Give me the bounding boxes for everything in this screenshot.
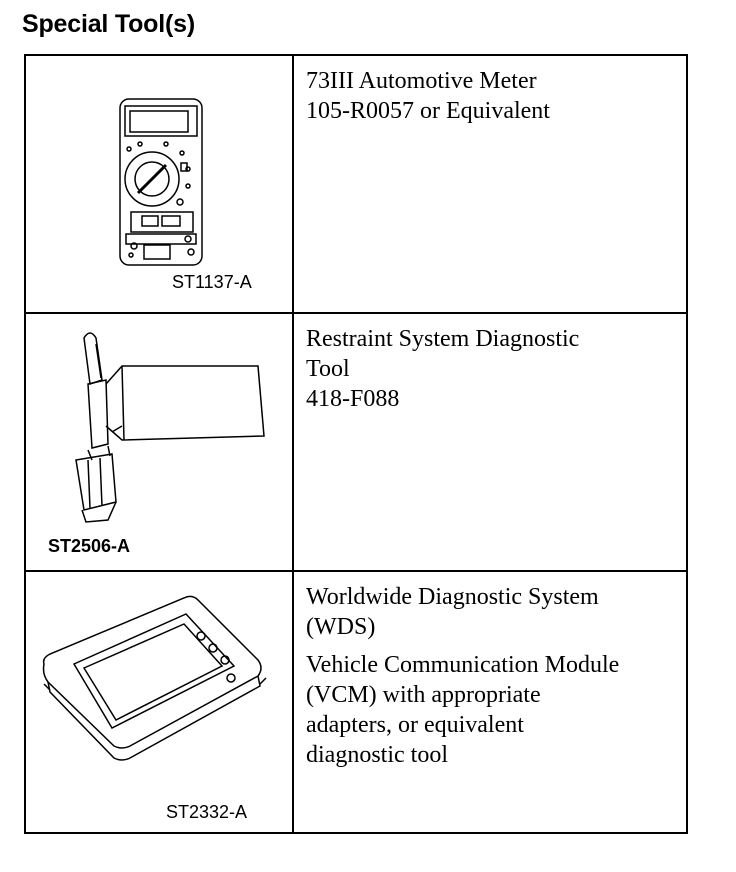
description-line: (WDS) [306,614,376,640]
tool-description-cell [293,571,687,833]
description-line: 105-R0057 or Equivalent [306,98,550,124]
tool-description [306,650,678,770]
tool-description [306,582,678,642]
description-line: (VCM) with appropriate [306,682,541,708]
tool-code: ST2506-A [48,536,131,556]
description-line: Worldwide Diagnostic System [306,584,599,610]
tool-illustration-cell [25,571,293,833]
restraint-diagnostic-tool-icon [26,314,292,570]
description-line: 73III Automotive Meter [306,68,537,94]
table-row [25,313,687,571]
tool-description-cell [293,313,687,571]
description-line: 418-F088 [306,386,400,412]
description-line: adapters, or equivalent [306,712,524,738]
description-line: Tool [306,356,350,382]
tool-code: ST1137-A [172,272,252,292]
table-row [25,55,687,313]
tool-description [306,66,678,126]
tool-description-cell [293,55,687,313]
tool-illustration-cell [25,313,293,571]
special-tools-table [24,54,688,834]
tool-illustration-cell [25,55,293,313]
multimeter-icon [26,56,292,312]
description-line: diagnostic tool [306,742,448,768]
table-row [25,571,687,833]
description-line: Restraint System Diagnostic [306,326,580,352]
section-heading: Special Tool(s) [22,10,195,38]
tool-description [306,324,678,414]
description-line: Vehicle Communication Module [306,652,620,678]
tool-code: ST2332-A [166,802,248,822]
wds-tablet-icon [26,572,292,832]
